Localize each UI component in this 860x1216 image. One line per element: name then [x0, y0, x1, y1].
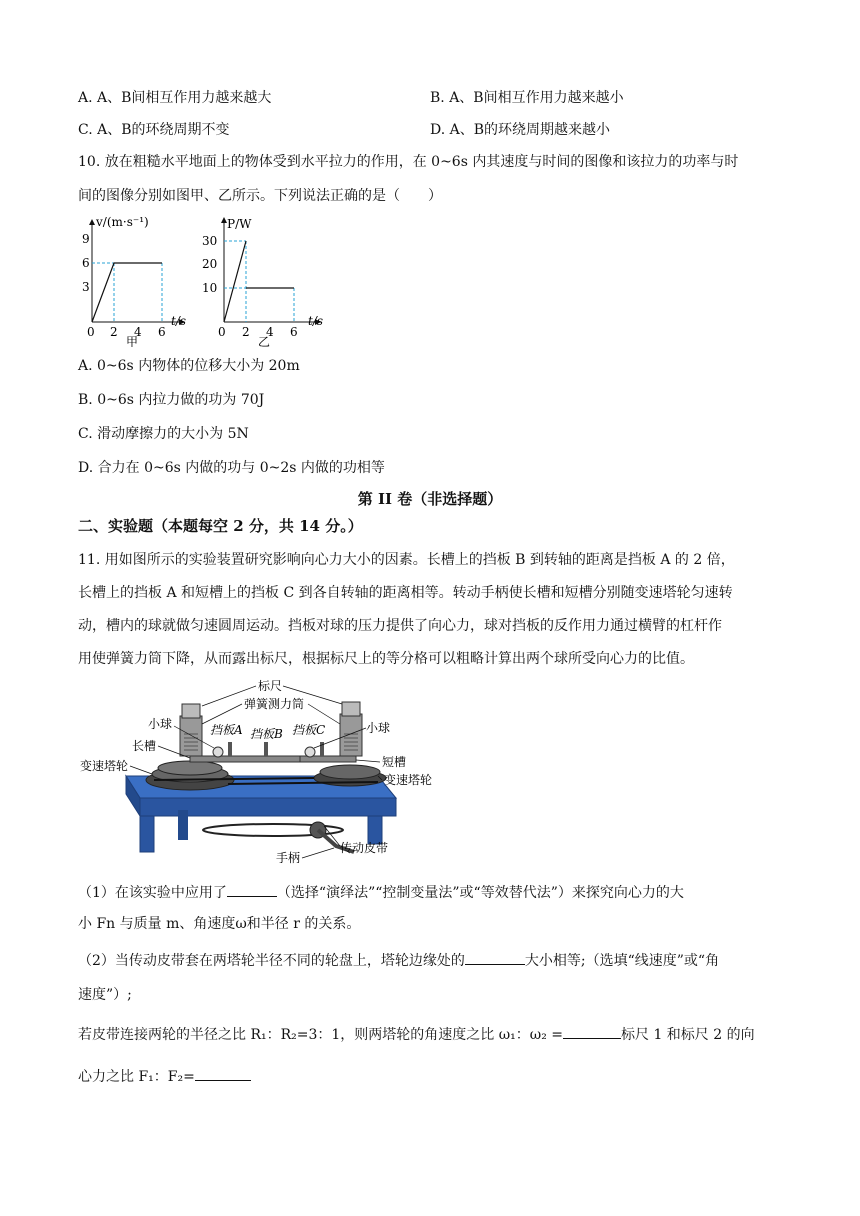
power-time-graph — [200, 212, 335, 347]
graph-b-ytick-10: 10 — [202, 281, 218, 295]
graph-a-ytick-6: 6 — [82, 256, 90, 270]
q11-line2: 长槽上的挡板 A 和短槽上的挡板 C 到各自转轴的距离相等。转动手柄使长槽和短槽分别随变速塔轮匀速转 — [78, 585, 733, 601]
graph-a-xtick-6: 6 — [158, 325, 166, 339]
label-handle: 手柄 — [276, 851, 301, 865]
q10-option-c: C. 滑动摩擦力的大小为 5N — [78, 426, 249, 442]
q9-option-b: B. A、B间相互作用力越来越小 — [430, 90, 624, 106]
power-line-rise — [224, 241, 246, 322]
q10-option-d: D. 合力在 0~6s 内做的功与 0~2s 内做的功相等 — [78, 460, 385, 476]
label-long-slot: 长槽 — [132, 739, 157, 753]
graph-a-xlabel: t/s — [171, 314, 187, 328]
centripetal-force-apparatus — [78, 676, 458, 872]
q11-sub3-line1 — [78, 1024, 755, 1045]
answer-blank-method[interactable] — [227, 882, 277, 897]
label-spring: 弹簧测力筒 — [244, 697, 305, 711]
graph-b-ytick-30: 30 — [202, 234, 218, 248]
label-tower-left: 变速塔轮 — [80, 759, 129, 773]
q11-sub2-prefix: （2）当传动皮带套在两塔轮半径不同的轮盘上，塔轮边缘处的 — [78, 953, 465, 969]
answer-blank-angular-ratio[interactable] — [563, 1024, 621, 1039]
q11-line4: 用使弹簧力筒下降，从而露出标尺，根据标尺上的等分格可以粗略计算出两个球所受向心力的比值。 — [78, 651, 694, 667]
graph-b-xtick-0: 0 — [218, 325, 226, 339]
graph-a-caption: 甲 — [126, 335, 139, 347]
q11-sub1-prefix: （1）在该实验中应用了 — [78, 885, 227, 901]
q11-sub1-line1 — [78, 882, 684, 903]
section-title: 第 II 卷（非选择题） — [357, 490, 503, 508]
graph-a-ytick-3: 3 — [82, 280, 90, 294]
q11-sub3-line2-text: 心力之比 F₁：F₂= — [78, 1069, 195, 1085]
graph-a-ytick-9: 9 — [82, 232, 90, 246]
graph-b-xtick-6: 6 — [290, 325, 298, 339]
label-plate-b: 挡板B — [250, 727, 283, 741]
q11-line1: 11. 用如图所示的实验装置研究影响向心力大小的因素。长槽上的挡板 B 到转轴的距离是挡板 A 的 2 倍， — [78, 552, 735, 568]
label-belt: 传动皮带 — [340, 841, 389, 855]
q11-sub2-line1 — [78, 950, 719, 971]
graph-b-ylabel: P/W — [227, 217, 252, 231]
label-ball-left: 小球 — [148, 717, 173, 731]
label-ball-right: 小球 — [366, 721, 391, 735]
q9-option-d: D. A、B的环绕周期越来越小 — [430, 122, 611, 138]
label-tower-right: 变速塔轮 — [384, 773, 433, 787]
q10-option-b: B. 0~6s 内拉力做的功为 70J — [78, 392, 265, 408]
graph-a-xtick-4: 4 — [134, 325, 142, 339]
q9-option-a: A. A、B间相互作用力越来越大 — [78, 90, 272, 106]
graph-a-ylabel: v/(m·s⁻¹) — [96, 215, 149, 229]
q11-sub2-line2: 速度”）; — [78, 987, 132, 1003]
q11-line3: 动，槽内的球就做匀速圆周运动。挡板对球的压力提供了向心力，球对挡板的反作用力通过横臂的杠杆作 — [78, 618, 722, 634]
q9-option-c: C. A、B的环绕周期不变 — [78, 122, 230, 138]
graph-b-ytick-20: 20 — [202, 257, 218, 271]
label-ruler: 标尺 — [258, 679, 283, 693]
graph-b-caption: 乙 — [258, 335, 271, 347]
section2-heading: 二、实验题（本题每空 2 分，共 14 分。） — [78, 517, 363, 535]
q11-sub3-prefix: 若皮带连接两轮的半径之比 R₁：R₂=3：1，则两塔轮的角速度之比 ω₁：ω₂ = — [78, 1027, 563, 1043]
label-plate-a: 挡板A — [210, 723, 243, 737]
q10-stem-line1: 10. 放在粗糙水平地面上的物体受到水平拉力的作用，在 0~6s 内其速度与时间的图像和该拉力的功率与时 — [78, 154, 739, 170]
velocity-line — [92, 263, 162, 322]
graph-a-xtick-0: 0 — [87, 325, 95, 339]
graph-b-xtick-2: 2 — [242, 325, 250, 339]
graph-b-xlabel: t/s — [308, 314, 324, 328]
answer-blank-velocity[interactable] — [465, 950, 525, 965]
graph-b-xtick-4: 4 — [266, 325, 274, 339]
q10-stem-line2: 间的图像分别如图甲、乙所示。下列说法正确的是（ ） — [78, 188, 442, 204]
q11-sub2-suffix: 大小相等;（选填“线速度”或“角 — [524, 953, 720, 969]
q11-sub1-line2: 小 Fn 与质量 m、角速度ω和半径 r 的关系。 — [78, 916, 361, 932]
answer-blank-force-ratio[interactable] — [195, 1066, 251, 1081]
velocity-time-graph — [78, 212, 198, 347]
q11-sub3-suffix: 标尺 1 和标尺 2 的向 — [621, 1027, 755, 1043]
label-plate-c: 挡板C — [292, 723, 326, 737]
q10-option-a: A. 0~6s 内物体的位移大小为 20m — [78, 358, 300, 374]
q11-sub1-suffix: （选择“演绎法”“控制变量法”或“等效替代法”）来探究向心力的大 — [276, 885, 684, 901]
q11-sub3-line2 — [78, 1066, 251, 1087]
label-short-slot: 短槽 — [382, 755, 407, 769]
graph-a-xtick-2: 2 — [110, 325, 118, 339]
